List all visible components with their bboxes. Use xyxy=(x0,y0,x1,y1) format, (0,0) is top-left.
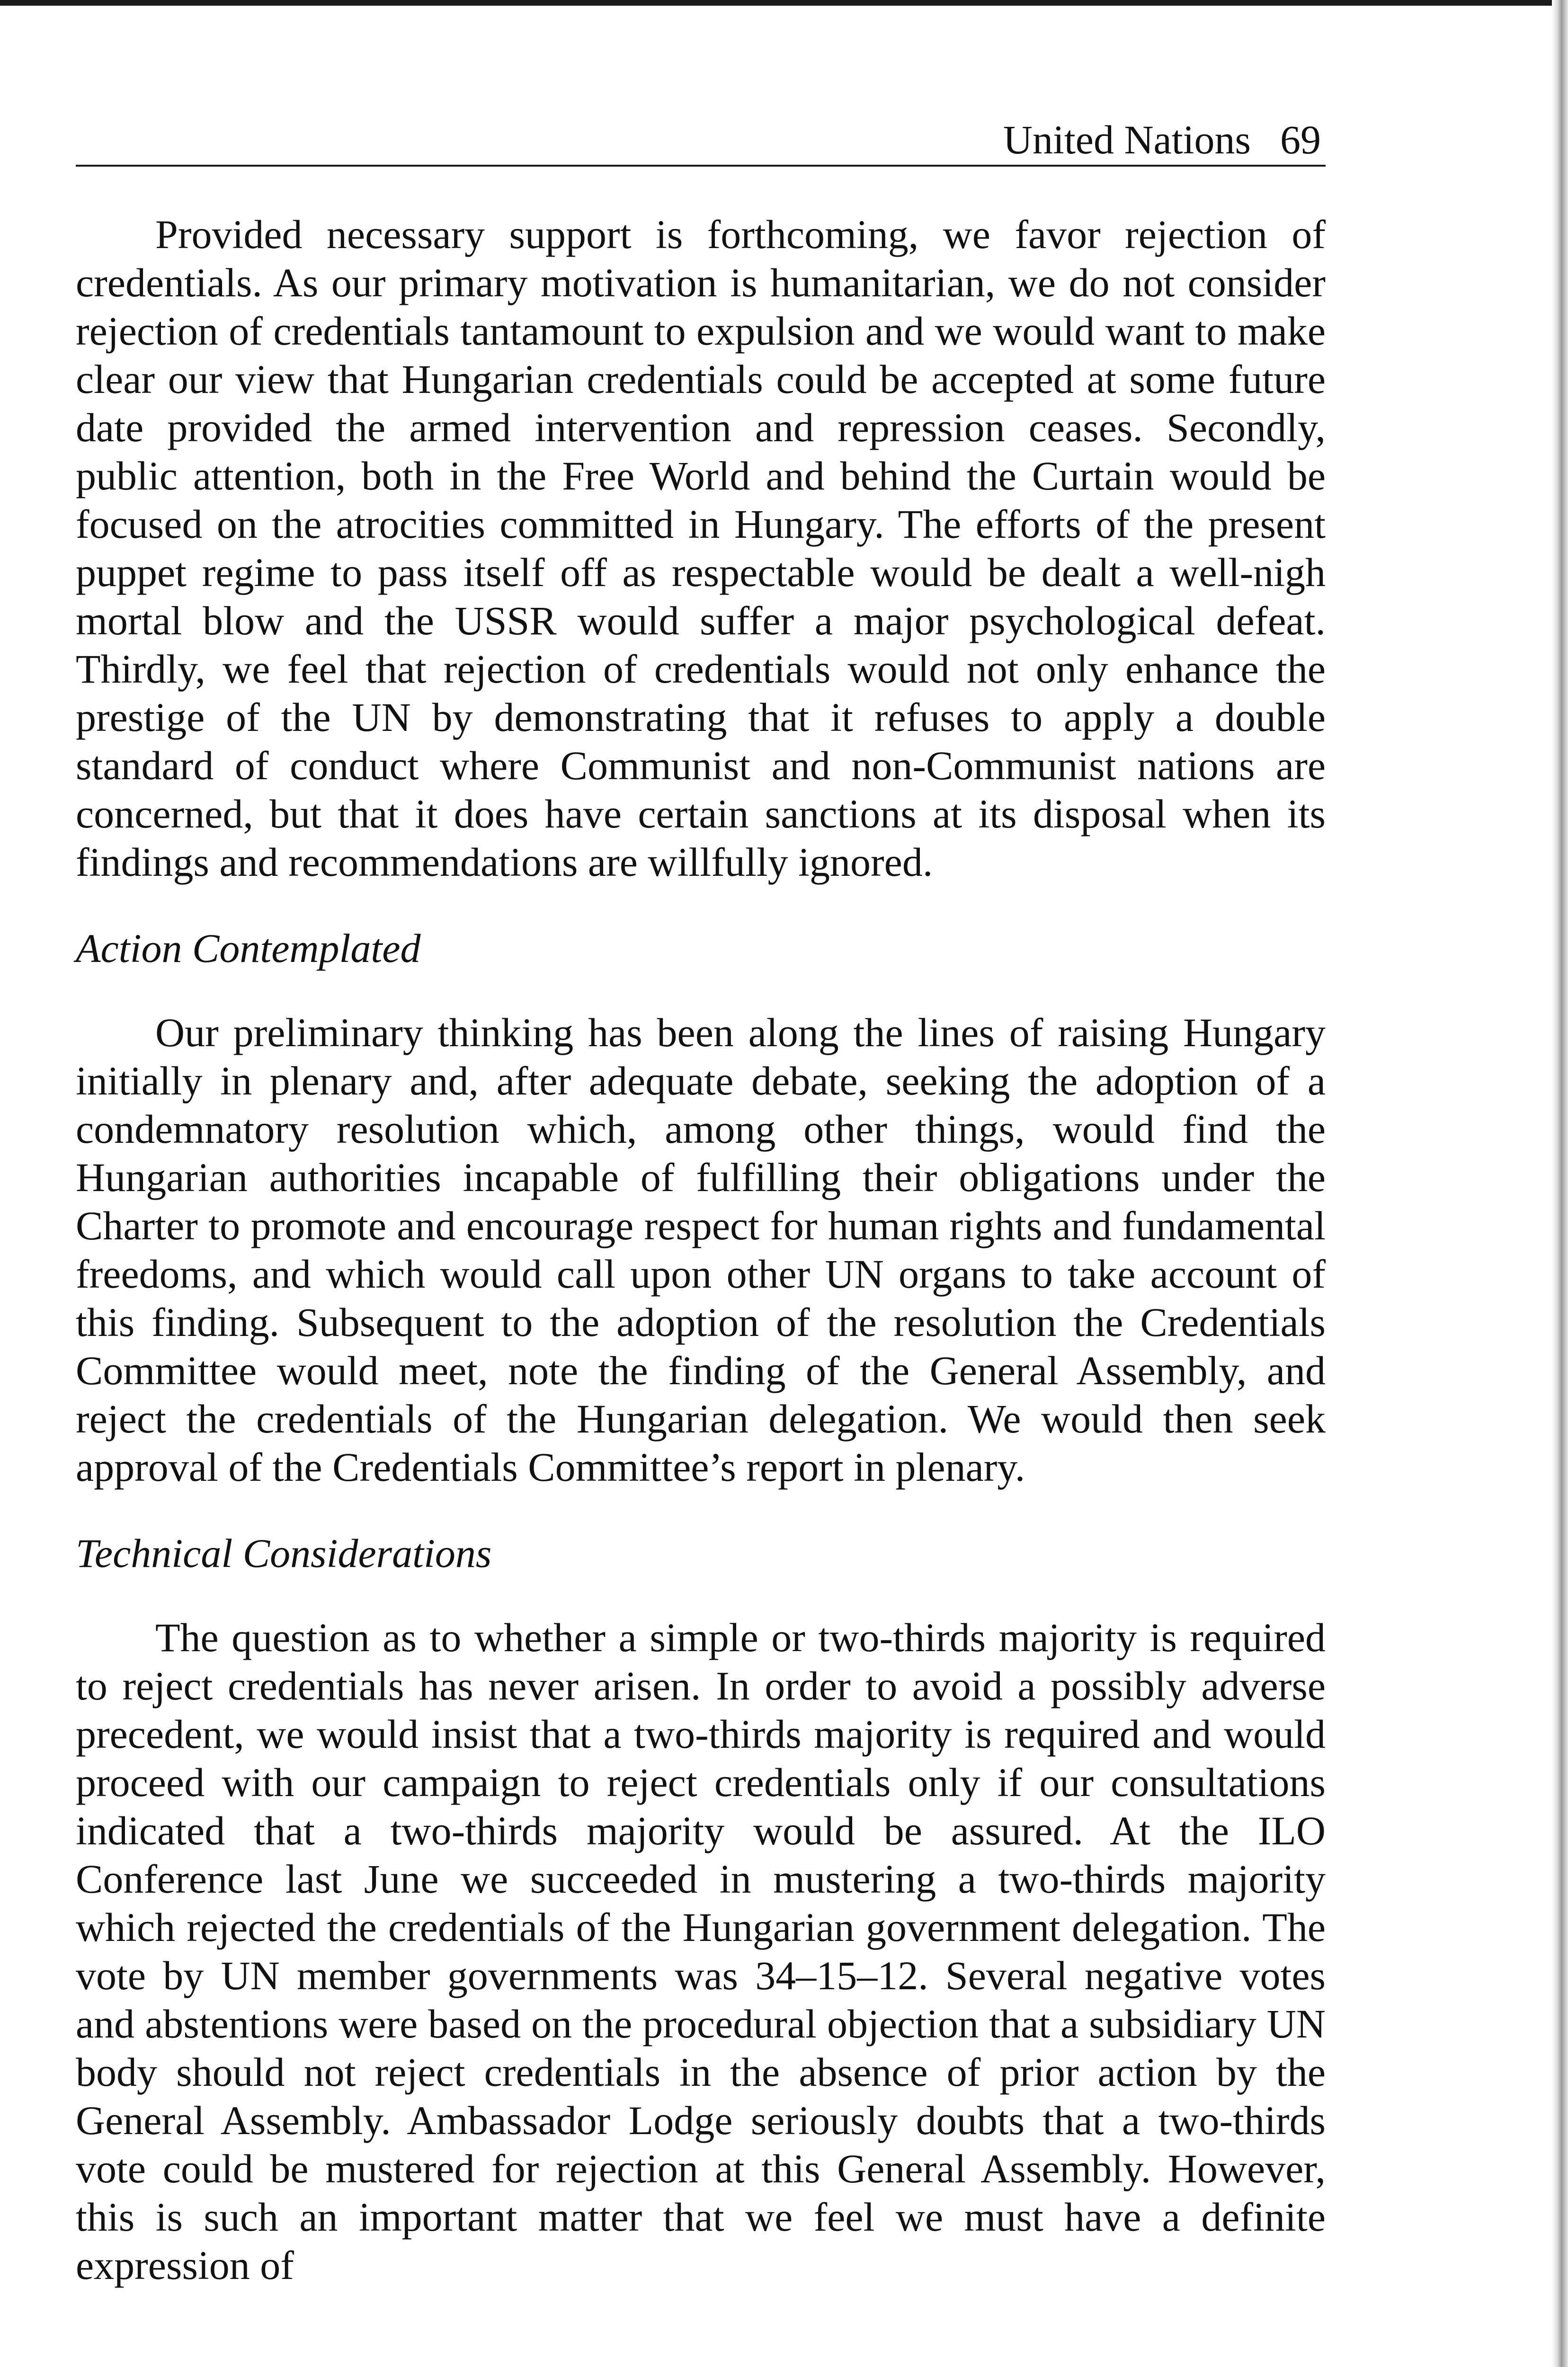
running-head-title: United Nations xyxy=(1003,117,1251,162)
section-heading-technical-considerations: Technical Considerations xyxy=(76,1531,492,1576)
paragraph-technical-considerations: The question as to whether a simple or two-thirds majority is required to reject credentials has never arisen. In order to avoid a possibly adverse precedent, we would insist that a two-thirds majority is required and would proceed with our campaign to reject credentials only if our consultations indicated that a two-thirds majority would be assured. At the ILO Conference last June we succeeded in mustering a two-thirds majority which rejected the credentials of the Hungarian government delegation. The vote by UN member governments was 34–15–12. Several negative votes and abstentions were based on the procedural objection that a subsidiary UN body should not reject credentials in the absence of prior action by the General Assembly. Ambassador Lodge seriously doubts that a two-thirds vote could be mustered for rejection at this General Assembly. However, this is such an important matter that we feel we must have a definite expression of xyxy=(76,1615,1326,2288)
paragraph-action-contemplated: Our preliminary thinking has been along the lines of raising Hungary initially in plenary and, after adequate debate, seeking the adoption of a condemnatory resolution which, among other things, would find the Hungarian authorities incapable of fulfilling their obligations under the Charter to promote and encourage respect for human rights and fundamental freedoms, and which would call upon other UN organs to take account of this finding. Subsequent to the adoption of the resolution the Credentials Committee would meet, note the finding of the General Assembly, and reject the credentials of the Hungarian delegation. We would then seek approval of the Credentials Committee’s report in plenary. xyxy=(76,1010,1326,1490)
document-page xyxy=(76,109,1326,2367)
scan-top-border xyxy=(0,0,1568,6)
running-head xyxy=(76,109,1326,167)
running-head-text xyxy=(1003,119,1321,160)
scan-page-edge xyxy=(1552,0,1568,2367)
section-heading-action-contemplated: Action Contemplated xyxy=(76,925,421,971)
page-number: 69 xyxy=(1280,117,1321,162)
paragraph-credentials-rejection: Provided necessary support is forthcoming, we favor rejection of credentials. As our primary motivation is humanitarian, we do not consider rejection of credentials tantamount to expulsion and we would want to make clear our view that Hungarian credentials could be accepted at some future date provided the armed intervention and repression ceases. Secondly, public attention, both in the Free World and behind the Curtain would be focused on the atrocities committed in Hungary. The efforts of the present puppet regime to pass itself off as respectable would be dealt a well-nigh mortal blow and the USSR would suffer a major psychological defeat. Thirdly, we feel that rejection of credentials would not only enhance the prestige of the UN by demonstrating that it refuses to apply a double standard of conduct where Communist and non-Communist nations are concerned, but that it does have certain sanctions at its disposal when its findings and recommendations are willfully ignored. xyxy=(76,212,1326,885)
body-text xyxy=(76,210,1326,2289)
